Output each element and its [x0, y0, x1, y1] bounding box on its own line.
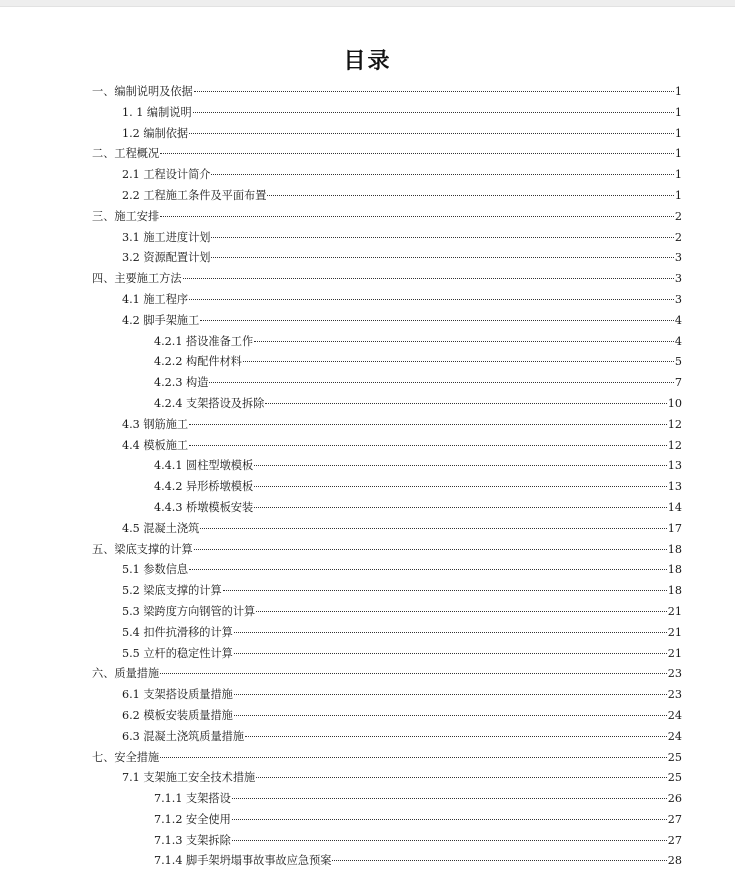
- toc-dot-leader: [189, 133, 674, 134]
- toc-entry-label: 7.1.4 脚手架坍塌事故事故应急预案: [154, 854, 332, 868]
- toc-entry-line: [92, 207, 682, 228]
- toc-entry-line: [122, 581, 682, 602]
- toc-entry-page-number: 14: [667, 500, 682, 514]
- toc-entry[interactable]: [0, 560, 735, 581]
- toc-entry-page-number: 21: [667, 604, 682, 618]
- toc-dot-leader: [265, 403, 666, 404]
- toc-entry-page-number: 1: [674, 147, 682, 161]
- toc-entry-page-number: 17: [667, 521, 682, 535]
- toc-entry[interactable]: [0, 248, 735, 269]
- toc-entry-line: [154, 477, 682, 498]
- toc-entry[interactable]: [0, 768, 735, 789]
- toc-entry[interactable]: [0, 831, 735, 852]
- toc-entry-line: [122, 186, 682, 207]
- toc-entry-line: [154, 851, 682, 872]
- toc-entry[interactable]: [0, 165, 735, 186]
- toc-dot-leader: [193, 112, 674, 113]
- toc-entry-line: [122, 248, 682, 269]
- toc-entry-line: [92, 82, 682, 103]
- toc-entry-line: [92, 748, 682, 769]
- toc-dot-leader: [254, 507, 667, 508]
- toc-entry-label: 4.5 混凝土浇筑: [122, 521, 200, 535]
- toc-entry[interactable]: [0, 602, 735, 623]
- toc-entry-line: [92, 664, 682, 685]
- toc-entry[interactable]: [0, 851, 735, 872]
- toc-entry-label: 6.2 模板安装质量措施: [122, 708, 233, 722]
- toc-entry-page-number: 1: [674, 168, 682, 182]
- toc-entry[interactable]: [0, 706, 735, 727]
- toc-dot-leader: [160, 153, 674, 154]
- toc-entry[interactable]: [0, 644, 735, 665]
- toc-dot-leader: [256, 777, 667, 778]
- toc-entry-page-number: 13: [667, 459, 682, 473]
- toc-entry-line: [122, 165, 682, 186]
- toc-entry-line: [122, 560, 682, 581]
- toc-entry-label: 6.1 支架搭设质量措施: [122, 688, 233, 702]
- toc-entry-page-number: 23: [667, 688, 682, 702]
- toc-entry-page-number: 27: [667, 833, 682, 847]
- toc-entry[interactable]: [0, 103, 735, 124]
- toc-entry-page-number: 24: [667, 708, 682, 722]
- table-of-contents: [0, 82, 735, 872]
- toc-entry[interactable]: [0, 269, 735, 290]
- toc-entry[interactable]: [0, 519, 735, 540]
- toc-entry[interactable]: [0, 789, 735, 810]
- toc-entry-label: 5.5 立杆的稳定性计算: [122, 646, 233, 660]
- toc-entry-page-number: 13: [667, 480, 682, 494]
- toc-entry[interactable]: [0, 436, 735, 457]
- toc-entry-label: 6.3 混凝土浇筑质量措施: [122, 729, 245, 743]
- toc-entry-label: 4.2 脚手架施工: [122, 313, 200, 327]
- toc-entry-label: 3.2 资源配置计划: [122, 251, 211, 265]
- toc-entry-page-number: 3: [674, 292, 682, 306]
- toc-dot-leader: [160, 757, 667, 758]
- toc-entry-line: [122, 436, 682, 457]
- toc-dot-leader: [254, 341, 674, 342]
- toc-entry-label: 一、编制说明及依据: [92, 85, 193, 98]
- toc-dot-leader: [234, 715, 667, 716]
- toc-entry-page-number: 23: [667, 667, 682, 681]
- toc-dot-leader: [267, 195, 673, 196]
- toc-entry-label: 4.2.1 搭设准备工作: [154, 334, 254, 348]
- toc-entry[interactable]: [0, 186, 735, 207]
- toc-dot-leader: [223, 590, 667, 591]
- toc-entry-page-number: 1: [674, 85, 682, 98]
- toc-entry-label: 7.1.3 支架拆除: [154, 833, 231, 847]
- toc-entry-label: 7.1 支架施工安全技术措施: [122, 771, 256, 785]
- toc-dot-leader: [189, 569, 667, 570]
- toc-entry[interactable]: [0, 144, 735, 165]
- toc-dot-leader: [211, 237, 673, 238]
- toc-entry-label: 3.1 施工进度计划: [122, 230, 211, 244]
- toc-entry-label: 4.4 模板施工: [122, 438, 189, 452]
- toc-entry-page-number: 2: [674, 230, 682, 244]
- toc-entry-line: [154, 394, 682, 415]
- toc-dot-leader: [160, 673, 667, 674]
- toc-entry-page-number: 4: [674, 334, 682, 348]
- toc-entry-page-number: 7: [674, 376, 682, 390]
- toc-entry-page-number: 4: [674, 313, 682, 327]
- toc-entry[interactable]: [0, 394, 735, 415]
- toc-entry-page-number: 24: [667, 729, 682, 743]
- toc-dot-leader: [332, 860, 666, 861]
- toc-entry-line: [154, 831, 682, 852]
- toc-entry-page-number: 25: [667, 771, 682, 785]
- toc-dot-leader: [189, 299, 674, 300]
- toc-entry-line: [122, 519, 682, 540]
- toc-entry-line: [122, 602, 682, 623]
- toc-entry-page-number: 3: [674, 272, 682, 286]
- toc-entry-page-number: 18: [667, 584, 682, 598]
- toc-entry-line: [122, 706, 682, 727]
- toc-dot-leader: [194, 91, 674, 92]
- toc-entry-page-number: 3: [674, 251, 682, 265]
- toc-entry-line: [154, 498, 682, 519]
- toc-entry-label: 三、施工安排: [92, 209, 160, 223]
- toc-entry[interactable]: [0, 373, 735, 394]
- toc-entry-line: [92, 144, 682, 165]
- toc-entry-line: [92, 540, 682, 561]
- toc-entry-label: 5.4 扣件抗滑移的计算: [122, 625, 233, 639]
- toc-entry-label: 六、质量措施: [92, 667, 160, 681]
- toc-dot-leader: [211, 257, 673, 258]
- page-title: 目录: [343, 49, 392, 74]
- toc-entry-label: 4.3 钢筋施工: [122, 417, 189, 431]
- toc-dot-leader: [254, 465, 667, 466]
- toc-entry-line: [154, 352, 682, 373]
- toc-entry-page-number: 2: [674, 209, 682, 223]
- toc-dot-leader: [189, 424, 667, 425]
- toc-entry-label: 1.2 编制依据: [122, 126, 189, 140]
- toc-dot-leader: [245, 736, 667, 737]
- toc-entry[interactable]: [0, 664, 735, 685]
- toc-entry-label: 5.3 梁跨度方向钢管的计算: [122, 604, 256, 618]
- toc-entry-line: [122, 103, 682, 124]
- toc-entry-page-number: 5: [674, 355, 682, 369]
- toc-dot-leader: [200, 528, 666, 529]
- toc-entry-label: 4.4.2 异形桥墩模板: [154, 480, 254, 494]
- toc-entry[interactable]: [0, 456, 735, 477]
- toc-entry-label: 7.1.1 支架搭设: [154, 792, 231, 806]
- toc-entry-line: [122, 768, 682, 789]
- toc-entry-line: [154, 789, 682, 810]
- toc-entry-line: [154, 456, 682, 477]
- toc-dot-leader: [232, 819, 667, 820]
- toc-entry[interactable]: [0, 82, 735, 103]
- toc-dot-leader: [243, 361, 674, 362]
- toc-dot-leader: [234, 632, 667, 633]
- toc-entry[interactable]: [0, 581, 735, 602]
- viewer-top-bar: [0, 0, 735, 7]
- toc-entry-page-number: 18: [667, 542, 682, 556]
- toc-entry-line: [154, 810, 682, 831]
- toc-entry[interactable]: [0, 540, 735, 561]
- toc-entry-page-number: 21: [667, 625, 682, 639]
- toc-entry-page-number: 27: [667, 812, 682, 826]
- toc-entry-label: 7.1.2 安全使用: [154, 812, 231, 826]
- toc-entry-page-number: 1: [674, 188, 682, 202]
- toc-entry-label: 5.1 参数信息: [122, 563, 189, 577]
- toc-dot-leader: [211, 174, 673, 175]
- toc-entry-label: 4.2.4 支架搭设及拆除: [154, 396, 265, 410]
- toc-entry-page-number: 12: [667, 417, 682, 431]
- toc-entry-page-number: 1: [674, 105, 682, 119]
- toc-entry-page-number: 1: [674, 126, 682, 140]
- toc-entry-page-number: 10: [667, 396, 682, 410]
- toc-entry[interactable]: [0, 290, 735, 311]
- toc-entry-page-number: 18: [667, 563, 682, 577]
- toc-entry-page-number: 28: [667, 854, 682, 868]
- toc-entry-line: [122, 727, 682, 748]
- toc-entry-label: 四、主要施工方法: [92, 272, 182, 286]
- toc-entry-page-number: 12: [667, 438, 682, 452]
- toc-entry-line: [92, 269, 682, 290]
- toc-dot-leader: [160, 216, 674, 217]
- toc-entry[interactable]: [0, 727, 735, 748]
- toc-entry-line: [122, 290, 682, 311]
- toc-entry-line: [154, 332, 682, 353]
- toc-entry-label: 4.4.1 圆柱型墩模板: [154, 459, 254, 473]
- toc-entry-label: 五、梁底支撑的计算: [92, 542, 193, 556]
- toc-entry-label: 七、安全措施: [92, 750, 160, 764]
- toc-dot-leader: [194, 549, 667, 550]
- toc-dot-leader: [256, 611, 667, 612]
- toc-entry-line: [122, 228, 682, 249]
- toc-entry-line: [122, 415, 682, 436]
- toc-entry[interactable]: [0, 623, 735, 644]
- toc-entry[interactable]: [0, 311, 735, 332]
- toc-entry[interactable]: [0, 810, 735, 831]
- toc-entry-line: [122, 311, 682, 332]
- toc-entry-label: 5.2 梁底支撑的计算: [122, 584, 222, 598]
- toc-entry-label: 1. 1 编制说明: [122, 105, 192, 119]
- toc-dot-leader: [183, 278, 674, 279]
- toc-entry[interactable]: [0, 332, 735, 353]
- toc-entry-line: [122, 685, 682, 706]
- toc-entry-label: 4.2.3 构造: [154, 376, 209, 390]
- toc-entry[interactable]: [0, 748, 735, 769]
- toc-entry-label: 4.2.2 构配件材料: [154, 355, 242, 369]
- toc-entry[interactable]: [0, 124, 735, 145]
- toc-dot-leader: [232, 798, 667, 799]
- toc-entry-label: 2.1 工程设计简介: [122, 168, 211, 182]
- toc-entry-page-number: 21: [667, 646, 682, 660]
- toc-entry-page-number: 25: [667, 750, 682, 764]
- toc-entry[interactable]: [0, 415, 735, 436]
- toc-entry[interactable]: [0, 685, 735, 706]
- toc-dot-leader: [209, 382, 673, 383]
- toc-entry-line: [154, 373, 682, 394]
- toc-dot-leader: [189, 445, 667, 446]
- toc-dot-leader: [254, 486, 667, 487]
- toc-entry-line: [122, 623, 682, 644]
- toc-dot-leader: [200, 320, 674, 321]
- toc-entry[interactable]: [0, 498, 735, 519]
- toc-entry-page-number: 26: [667, 792, 682, 806]
- toc-dot-leader: [232, 840, 667, 841]
- toc-entry-label: 4.4.3 桥墩模板安装: [154, 500, 254, 514]
- toc-entry[interactable]: [0, 228, 735, 249]
- toc-entry-line: [122, 124, 682, 145]
- toc-entry-label: 二、工程概况: [92, 147, 160, 161]
- toc-entry-line: [122, 644, 682, 665]
- toc-entry[interactable]: [0, 352, 735, 373]
- toc-entry[interactable]: [0, 477, 735, 498]
- toc-dot-leader: [234, 653, 667, 654]
- toc-entry[interactable]: [0, 207, 735, 228]
- toc-dot-leader: [234, 694, 667, 695]
- toc-entry-label: 4.1 施工程序: [122, 292, 189, 306]
- toc-entry-label: 2.2 工程施工条件及平面布置: [122, 188, 267, 202]
